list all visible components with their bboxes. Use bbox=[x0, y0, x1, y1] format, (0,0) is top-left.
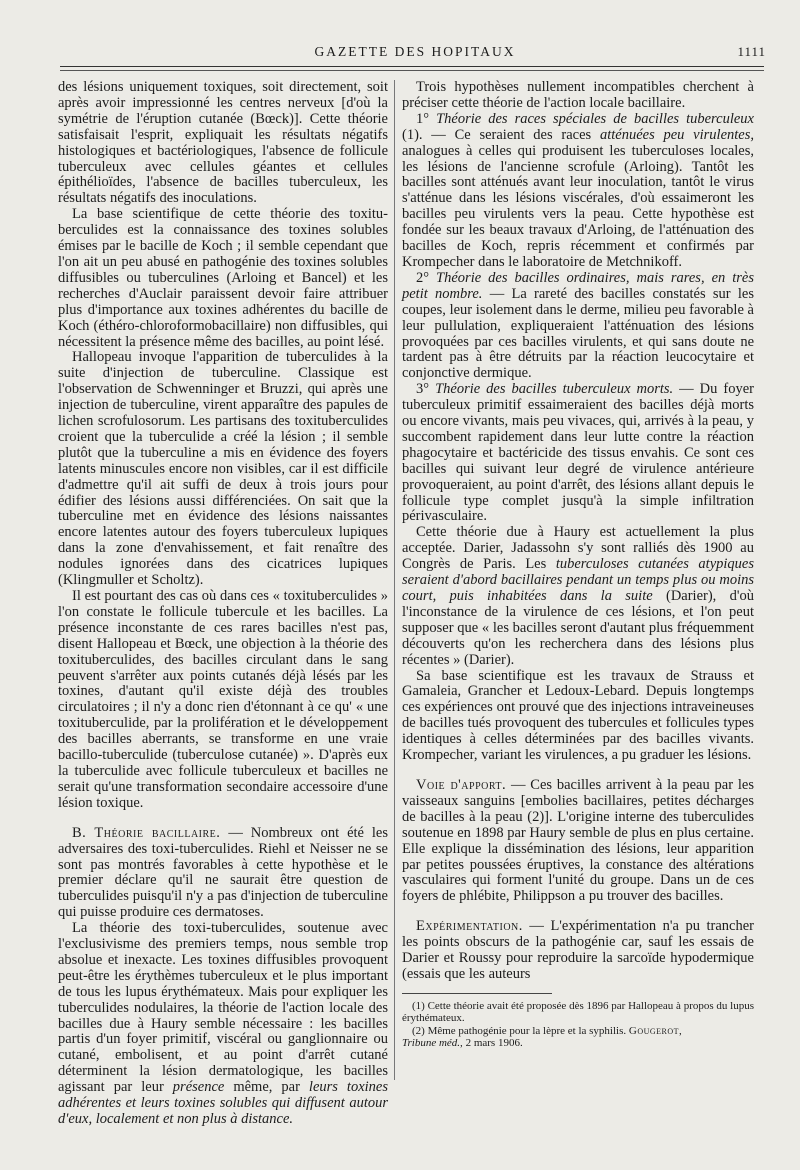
footnote-rule bbox=[402, 993, 552, 994]
page-header bbox=[60, 44, 770, 64]
list-number: 2° bbox=[416, 269, 437, 286]
column-divider bbox=[394, 80, 395, 1080]
paragraph bbox=[402, 382, 754, 525]
paragraph: Hallopeau invoque l'apparition de tuberculides à la suite d'injection de tuberculine. Classique est l'observation de Schwenninger et Bruzzi, qui après une injection de tuberculine, virent apparaître des papules de lichen scrofulosorum. Les partisans des toxituberculides croient que la tuberculide a créé la lésion ; il semble plutôt que la tuberculine a mis en évidence des foyers latents minuscules encore non visibles, car il est difficile d'admettre qu'il ait suffi de deux à trois jours pour édifier des lésions aussi différenciées. On sait que la tuberculine met en évidence des lésions naissantes encore latentes autour des foyers tuberculeux lupiques dans la zone d'envahissement, et fait renaître des nodules ignorées dans des cicatrices lupiques (Klingmuller et Scholtz). bbox=[58, 349, 388, 589]
list-number: 3° bbox=[416, 381, 436, 398]
footnote bbox=[402, 1025, 754, 1050]
page-number: 1111 bbox=[737, 44, 766, 59]
italic-run: leurs toxines adhérentes et leurs toxines solubles qui diffusent autour d'eux, localement et non plus à distance. bbox=[58, 1079, 388, 1127]
paragraph bbox=[402, 112, 754, 271]
paragraph bbox=[402, 271, 754, 382]
list-number: 1° bbox=[416, 110, 437, 127]
section-text: — Nombreux ont été les adversaires des toxi-tuberculides. Riehl et Neisser ne se sont pas montrés favorables à cette hypothèse et le premier déclare qu'il ne saurait être question de tuberculides puisqu'il n'y a pas d'injection de tuberculine qui puisse produire ces dermatoses. bbox=[58, 824, 388, 921]
italic-run: présence bbox=[172, 1079, 225, 1096]
section-paragraph bbox=[58, 826, 388, 921]
text-run: (1). — Ce seraient des races bbox=[402, 126, 600, 143]
paragraph: La base scientifique de cette théorie des toxitu-berculides est la connaissance des toxines solubles émises par le bacille de Koch ; il semble cependant que l'on ait un peu abusé en pathogénie des toxines solubles diffusibles ou tuberculines (Arloing et Bancel) et les recherches d'Auclair paraissent devoir faire attribuer plus d'importance aux toxines adhérentes du bacille de Koch (éthéro-chloroformobacillaire) non diffusibles, qui nécessitent la présence même des bacilles, au point lésé. bbox=[58, 206, 388, 350]
section-heading: B. Théorie bacillaire. bbox=[72, 824, 221, 841]
footnote: (1) Cette théorie avait été proposée dès 1896 par Hallopeau à propos du lupus érythémateux. bbox=[402, 999, 754, 1025]
header-rule bbox=[60, 66, 764, 67]
italic-run: Théorie des races spéciales de bacilles tuberculeux bbox=[436, 110, 754, 127]
paragraph: Trois hypothèses nullement incompatibles cherchent à préciser cette théorie de l'action locale bacillaire. bbox=[402, 79, 754, 111]
paragraph bbox=[58, 921, 388, 1128]
text-run: même, par bbox=[224, 1079, 309, 1096]
text-run: La théorie des toxi-tuberculides, soutenue avec l'exclusivisme des premiers temps, nous semble trop absolue et inexacte. Les toxines diffusibles provoquent peut-être les érythèmes tuberculeux et le plus important de tous les lupus érythémateux. Mais pour expliquer les tuberculides nodulaires, la théorie de l'action locale des bacilles due à Haury semble nécessaire : les bacilles partis d'un foyer primitif, viscéral ou ganglionnaire ou cutané, embolisent, et au point d'arrêt cutané déterminent la lésion dermatologique, les bacilles agissant par leur bbox=[58, 920, 388, 1096]
section-heading: Expérimentation. bbox=[416, 918, 523, 935]
right-column bbox=[402, 80, 754, 1050]
section-paragraph bbox=[402, 778, 754, 905]
text-run: — La rareté des bacilles constatés sur les coupes, leur isolement dans le derme, milieu peu favorable à leur pullulation, expliqueraient l'atténuation des lésions provoquées par ces bacilles virulents, et qui sans doute ne tardent pas à être détruits par la réaction leucocytaire et conjonctive dermique. bbox=[402, 285, 754, 382]
section-paragraph bbox=[402, 919, 754, 983]
italic-run: atténuées peu virulentes, bbox=[599, 126, 754, 143]
left-column bbox=[58, 80, 388, 1128]
italic-run: Théorie des bacilles ordinaires, mais rares, en très petit nombre. bbox=[402, 269, 754, 302]
text-run: (Darier), d'où l'inconstance de la virulence de ces lésions, et l'on peut supposer que « les bacilles seront d'autant plus fréquemment découverts qu'on les recherchera dans des lésions plus récentes » (Darier). bbox=[402, 588, 754, 668]
journal-title: GAZETTE DES HOPITAUX bbox=[314, 44, 516, 59]
text-run: Cette théorie due à Haury est actuellement la plus acceptée. Darier, Jadassohn s'y sont ralliés dès 1900 au Congrès de Paris. Les bbox=[402, 524, 754, 573]
paragraph: Il est pourtant des cas où dans ces « toxituberculides » l'on constate le follicule tubercule et les bacilles. La présence inconstante de ces rares bacilles n'est pas, disent Hallopeau et Bœck, une objection à la théorie des toxituberculides, des bacilles circulant dans le sang peuvent s'arrêter aux points cutanés déjà lésés par les toxines, d'autant qu'il existe déjà des troubles circulatoires ; il n'y a donc rien d'étonnant à ce qu' « une toxituberculide, par la prolifération et le développement des bacilles aberrants, se transforme en une vraie bacillo-tuberculide (tuberculose cutanée) ». D'après eux la tuberculide avec follicule tuberculeux et bacilles ne serait qu'une transformation secondaire accessoire d'une lésion toxique. bbox=[58, 588, 388, 811]
paragraph bbox=[402, 525, 754, 668]
italic-run: Théorie des bacilles tuberculeux morts. bbox=[435, 381, 674, 398]
paragraph: des lésions uniquement toxiques, soit directement, soit après avoir impressionné les centres nerveux [d'où la symétrie de l'éruption cutanée (Bœck)]. Cette théorie satisfaisait l'esprit, expliquait les résultats négatifs histologiques et bactériologiques, l'absence de follicule tuberculeux avec cellules géantes et cellules épithélioïdes, l'absence de bacilles tuberculeux, les résultats négatifs des inoculations. bbox=[58, 79, 388, 207]
section-text: — L'expérimentation n'a pu trancher les points obscurs de la pathogénie car, sauf les essais de Darier et Roussy pour reproduire la sarcoïde hypodermique (essais que les auteurs bbox=[402, 918, 754, 982]
paragraph: Sa base scientifique est les travaux de Strauss et Gamaleia, Grancher et Ledoux-Lebard. Depuis longtemps ces expériences ont prouvé que des injections intraveineuses de bacilles tués provoquent des tubercules et follicules types identiques à celles déterminées par des bacilles vivants. Krompecher, variant les virulences, a pu graduer les lésions. bbox=[402, 667, 754, 764]
section-heading: Voie d'apport. bbox=[416, 776, 507, 793]
header-rule-thin bbox=[60, 70, 764, 71]
text-run: 2 mars 1906. bbox=[462, 1037, 523, 1050]
footnotes bbox=[402, 1000, 754, 1050]
section-text: — Ces bacilles arrivent à la peau par les vaisseaux sanguins [embolies bacillaires, petites décharges de bacilles à la peau (2)]. L'origine interne des tuberculides soutenue en 1898 par Haury semble de plus en plus certaine. Elle explique la dissémination des lésions, leur apparition par petites poussées éruptives, la constance des altérations vasculaires qui forment l'unité du groupe. Dans un de ces foyers de phlébite, Philippson a pu trouver des bacilles. bbox=[402, 776, 754, 905]
text-run: — Du foyer tuberculeux primitif essaimeraient des bacilles déjà morts ou encore vivants, mais peu vivaces, qui, arrivés à la peau, y succombent rapidement dans leur lutte contre la réaction phagocytaire et bactéricide des tissus envahis. Ce sont ces bacilles qui suivant leur degré de virulence antérieure provoqueraient, au point d'arrêt, des lésions allant depuis le follicule type complet jusqu'à la simple infiltration périvasculaire. bbox=[402, 381, 754, 525]
text-run: analogues à celles qui produisent les tuberculoses locales, les lésions de l'ancienne scrofule (Arloing). Tantôt les bacilles sont atténués avant leur inoculation, tantôt le virus s'atténue dans les lésions viscérales, d'où essaimeront les bacilles peu virulents vers la peau. Cette hypothèse est fondée sur les beaux travaux d'Arloing, de l'atténuation des bacilles de Koch, repris récemment et confirmés par Krompecher dans le laboratoire de Metchnikoff. bbox=[402, 142, 754, 270]
author-name: Gougerot, bbox=[628, 1024, 683, 1037]
italic-run: tuberculoses cutanées atypiques seraient d'abord bacillaires pendant un temps plus ou moins court, puis inhabitées dans la suite bbox=[402, 556, 755, 604]
text-run: (2) Même pathogénie pour la lèpre et la syphilis. bbox=[412, 1024, 629, 1037]
italic-run: Tribune méd., bbox=[402, 1037, 463, 1050]
